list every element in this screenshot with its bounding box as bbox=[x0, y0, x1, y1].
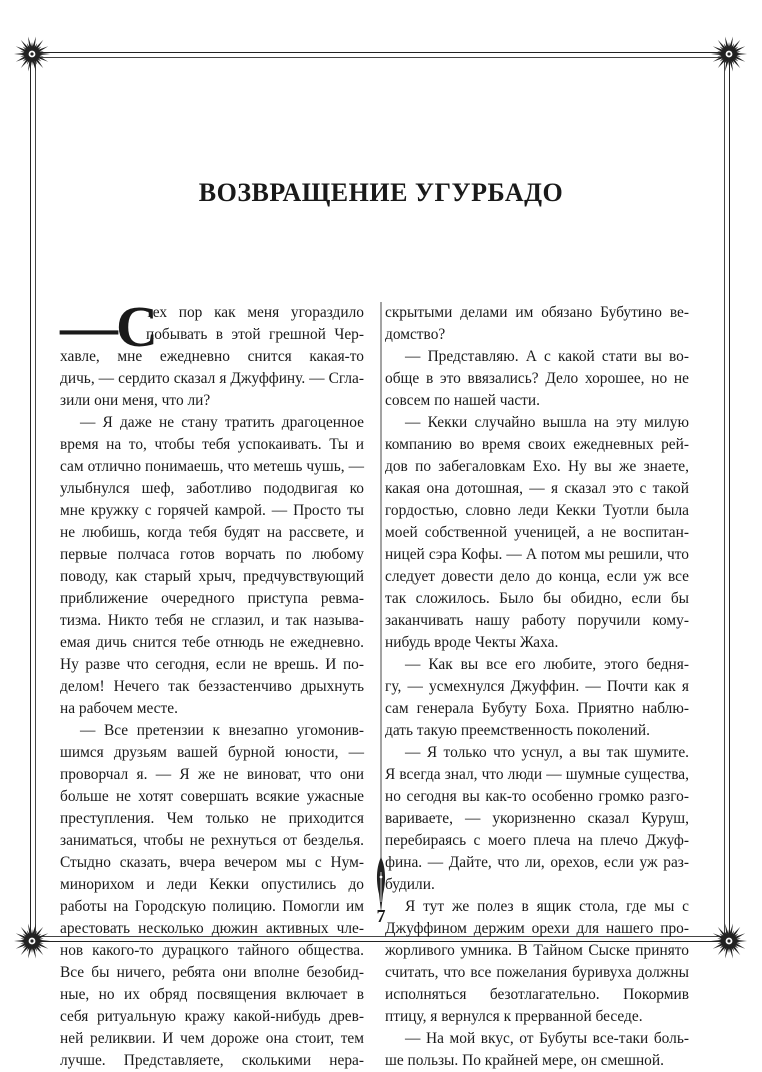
right-column-lines bbox=[385, 302, 689, 1072]
corner-ornament-top-left-icon bbox=[12, 34, 52, 74]
text-line: обще в это ввязались? Дело хорошее, но не bbox=[385, 370, 689, 387]
text-line: домство? bbox=[385, 326, 446, 343]
text-line: нов какого-то дурацкого тайного общества. bbox=[60, 942, 364, 959]
text-line: шимся друзьям вашей бурной юности, — bbox=[60, 744, 364, 761]
text-line: Я тут же полез в ящик стола, где мы с bbox=[405, 898, 689, 915]
text-line: — Представляю. А с какой стати вы во- bbox=[405, 348, 689, 365]
text-line: — Кекки случайно вышла на эту милую bbox=[405, 414, 689, 431]
corner-ornament-bottom-right-icon bbox=[709, 921, 749, 961]
text-line: компанию во время своих ежедневных рей- bbox=[385, 436, 689, 453]
text-line: первые полчаса готов ворчать по любому bbox=[60, 546, 364, 563]
text-line: моей собственной ученицей, а не воспитан- bbox=[385, 524, 689, 541]
text-line: емая дичь снится тебе отнюдь не ежедневно. bbox=[60, 634, 364, 651]
text-line: Стыдно сказать, вчера вечером мы с Нум- bbox=[60, 854, 364, 871]
chapter-title: ВОЗВРАЩЕНИЕ УГУРБАДО bbox=[198, 178, 564, 207]
text-line: приближение очередного приступа ревма- bbox=[60, 590, 364, 607]
text-line: — Я даже не стану тратить драгоценное bbox=[80, 414, 364, 431]
text-line: следует довести дело до конца, если уж все bbox=[385, 568, 689, 585]
text-line: Все бы ничего, ребята они вполне безобид- bbox=[60, 964, 364, 981]
text-line: перебираясь с моего плеча на плечо Джуф- bbox=[385, 832, 689, 849]
text-line: арестовать несколько дюжин активных чле- bbox=[60, 920, 364, 937]
text-line: дать такую преемственность поколений. bbox=[385, 722, 650, 739]
text-line: скрытыми делами им обязано Бубутино ве- bbox=[385, 304, 689, 321]
text-line: работы на Городскую полицию. Помогли им bbox=[60, 898, 364, 915]
text-line: мне кружку с горячей камрой. — Просто ты bbox=[60, 502, 364, 519]
text-line: ней реликвии. И чем дороже она стоит, тем bbox=[60, 1030, 364, 1047]
text-line: преступления. Чем только не приходится bbox=[60, 810, 364, 827]
text-line: — Все претензии к внезапно угомонив- bbox=[80, 722, 364, 739]
text-line: нибудь вроде Чекты Жаха. bbox=[385, 634, 559, 651]
left-column-lines bbox=[60, 302, 364, 1072]
text-line: так сложилось. Было бы обидно, если бы bbox=[385, 590, 689, 607]
text-column-left bbox=[60, 294, 364, 1072]
text-line: Ну разве что сегодня, если не врешь. И по- bbox=[60, 656, 364, 673]
text-line: Я всегда знал, что люди — шумные существа, bbox=[385, 766, 689, 783]
text-line: зили они меня, что ли? bbox=[60, 392, 211, 409]
text-line: тех пор как меня угораздило bbox=[146, 304, 364, 321]
text-line: побывать в этой грешной Чер- bbox=[146, 326, 364, 343]
text-line: лучше. Представляете, сколькими нера- bbox=[60, 1052, 364, 1069]
corner-ornament-bottom-left-icon bbox=[12, 921, 52, 961]
text-line: какая она дотошная, — я сказал это с такой bbox=[385, 480, 689, 497]
text-line: будили. bbox=[385, 876, 435, 893]
text-line: на рабочем месте. bbox=[60, 700, 178, 717]
text-line: хавле, мне ежедневно снится какая-то bbox=[60, 348, 364, 365]
text-line: ше пользы. По крайней мере, он смешной. bbox=[385, 1052, 664, 1069]
text-line: ные, но их обряд посвящения включает в bbox=[60, 986, 364, 1003]
text-line: но сегодня вы как-то особенно громко разго- bbox=[385, 788, 689, 805]
text-line: заниматься, чтобы не рехнуться от безделья. bbox=[60, 832, 364, 849]
text-line: минорихом и леди Кекки опустились до bbox=[60, 876, 364, 893]
text-line: птицу, я вернулся к прерванной беседе. bbox=[385, 1008, 643, 1025]
text-line: дичь, — сердито сказал я Джуффину. — Сгла- bbox=[60, 370, 364, 387]
text-line: время на то, чтобы тебя успокаивать. Ты и bbox=[60, 436, 364, 453]
text-line: себя ритуальную кражу какой-нибудь древ- bbox=[60, 1008, 364, 1025]
text-line: больше не хотят совершать всякие ужасные bbox=[60, 788, 364, 805]
text-line: Джуффином держим орехи для нашего про- bbox=[385, 920, 689, 937]
text-line: не любишь, когда тебя будят на рассвете, и bbox=[60, 524, 364, 541]
text-column-right bbox=[385, 302, 689, 1072]
text-line: — На мой вкус, от Бубуты все-таки боль- bbox=[405, 1030, 689, 1047]
text-line: жорливого умника. В Тайном Сыске принято bbox=[385, 942, 689, 959]
text-line: тизма. Никто тебя не сглазил, и так называ- bbox=[60, 612, 364, 629]
text-line: сам отлично понимаешь, что метешь чушь, — bbox=[60, 458, 364, 475]
drop-cap: —С bbox=[60, 294, 156, 359]
text-line: — Я только что уснул, а вы так шумите. bbox=[405, 744, 689, 761]
text-line: гордостью, словно леди Кекки Туотли была bbox=[385, 502, 689, 519]
text-line: совсем по нашей части. bbox=[385, 392, 540, 409]
text-line: гу, — усмехнулся Джуффин. — Почти как я bbox=[385, 678, 689, 695]
page-number: 7 bbox=[376, 906, 386, 926]
text-line: считать, что все пожелания буривуха должны bbox=[385, 964, 689, 981]
text-line: исполняться безотлагательно. Покормив bbox=[385, 986, 689, 1003]
text-line: вариваете, — укоризненно сказал Куруш, bbox=[385, 810, 689, 827]
text-line: улыбнулся шеф, заботливо пододвигая ко bbox=[60, 480, 364, 497]
text-line: — Как вы все его любите, этого бедня- bbox=[405, 656, 689, 673]
text-line: сам генерала Бубуту Боха. Приятно наблю- bbox=[385, 700, 689, 717]
text-line: проворчал я. — Я же не виноват, что они bbox=[60, 766, 364, 783]
text-line: фина. — Дайте, что ли, орехов, если уж раз- bbox=[385, 854, 689, 871]
text-line: заканчивать нашу работу поручили кому- bbox=[385, 612, 689, 629]
text-line: поводу, как старый хрыч, предчувствующий bbox=[60, 568, 364, 585]
corner-ornament-top-right-icon bbox=[709, 34, 749, 74]
text-line: дов по забегаловкам Ехо. Ну вы же знаете, bbox=[385, 458, 689, 475]
text-line: ницей сэра Кофы. — А потом мы решили, что bbox=[385, 546, 689, 563]
text-line: делом! Нечего так беззастенчиво дрыхнуть bbox=[60, 678, 364, 695]
